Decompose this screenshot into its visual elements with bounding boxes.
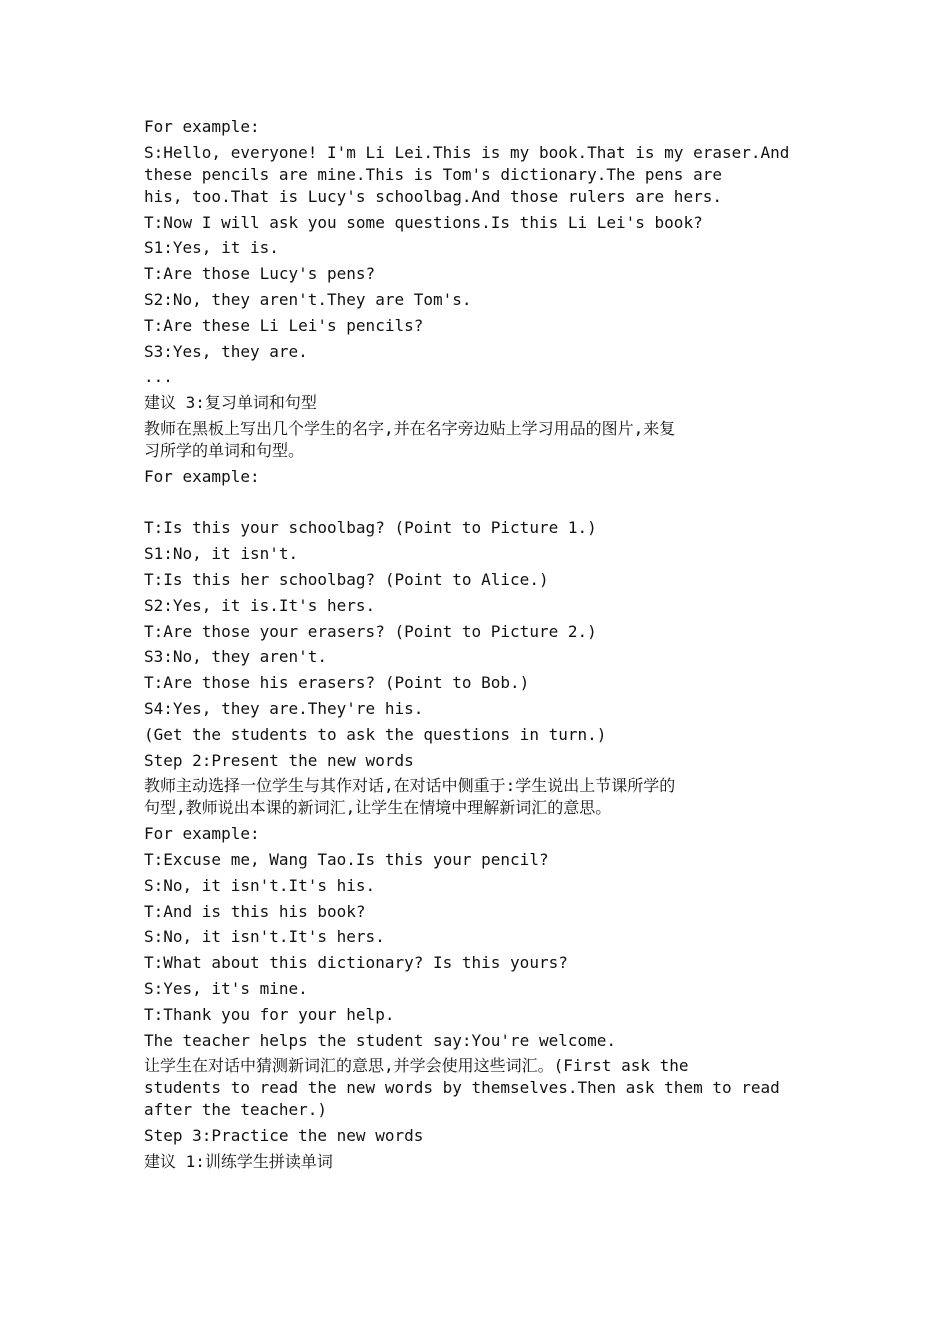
text-line: For example: bbox=[144, 117, 260, 136]
text-line: T:Are those Lucy's pens? bbox=[144, 264, 376, 284]
paragraph-line: these pencils are mine.This is Tom's dictionary.The pens are bbox=[144, 164, 722, 184]
paragraph-line: 教师在黑板上写出几个学生的名字,并在名字旁边贴上学习用品的图片,来复 bbox=[144, 418, 676, 438]
text-line: S:No, it isn't.It's hers. bbox=[144, 927, 385, 947]
paragraph-line: 让学生在对话中猜测新词汇的意思,并学会使用这些词汇。(First ask the bbox=[144, 1056, 689, 1076]
text-line: T:Thank you for your help. bbox=[144, 1004, 395, 1024]
text-line: T:Is this your schoolbag? (Point to Picture 1.) bbox=[144, 518, 597, 538]
text-paragraph bbox=[144, 1055, 804, 1121]
text-line: S:No, it isn't.It's his. bbox=[144, 875, 376, 895]
paragraph-line: after the teacher.) bbox=[144, 1100, 328, 1120]
text-line: S2:Yes, it is.It's hers. bbox=[144, 595, 376, 615]
text-line: T:Is this her schoolbag? (Point to Alice.) bbox=[144, 569, 549, 589]
text-line: T:Are those your erasers? (Point to Picture 2.) bbox=[144, 621, 597, 641]
text-line: S:Yes, it's mine. bbox=[144, 978, 308, 998]
text-paragraph bbox=[144, 418, 804, 462]
text-line: The teacher helps the student say:You're welcome. bbox=[144, 1030, 617, 1050]
section-heading: 建议 1:训练学生拼读单词 bbox=[144, 1151, 333, 1171]
text-line: T:Now I will ask you some questions.Is this Li Lei's book? bbox=[144, 212, 703, 232]
text-line: S1:No, it isn't. bbox=[144, 544, 299, 564]
text-line: T:Excuse me, Wang Tao.Is this your pencil? bbox=[144, 849, 549, 869]
section-heading: Step 3:Practice the new words bbox=[144, 1126, 424, 1146]
text-line: S2:No, they aren't.They are Tom's. bbox=[144, 289, 472, 309]
text-line: T:Are those his erasers? (Point to Bob.) bbox=[144, 673, 530, 693]
paragraph-line: 句型,教师说出本课的新词汇,让学生在情境中理解新词汇的意思。 bbox=[144, 798, 612, 818]
paragraph-line: students to read the new words by themselves.Then ask them to read bbox=[144, 1078, 780, 1098]
text-line: S1:Yes, it is. bbox=[144, 238, 279, 258]
text-line: ... bbox=[144, 367, 173, 387]
paragraph-line: 习所学的单词和句型。 bbox=[144, 440, 305, 460]
text-paragraph bbox=[144, 142, 804, 208]
paragraph-line: his, too.That is Lucy's schoolbag.And those rulers are hers. bbox=[144, 186, 722, 206]
text-line: T:And is this his book? bbox=[144, 901, 366, 921]
text-line: S3:Yes, they are. bbox=[144, 341, 308, 361]
section-heading: 建议 3:复习单词和句型 bbox=[144, 393, 317, 413]
text-line: S3:No, they aren't. bbox=[144, 647, 328, 667]
text-line: T:Are these Li Lei's pencils? bbox=[144, 315, 424, 335]
text-line: For example: bbox=[144, 824, 260, 844]
text-line: S4:Yes, they are.They're his. bbox=[144, 698, 424, 718]
paragraph-line: S:Hello, everyone! I'm Li Lei.This is my book.That is my eraser.And bbox=[144, 142, 790, 162]
paragraph-line: 教师主动选择一位学生与其作对话,在对话中侧重于:学生说出上节课所学的 bbox=[144, 776, 676, 796]
blank-line bbox=[144, 492, 804, 514]
document-page bbox=[144, 116, 804, 1177]
section-heading: Step 2:Present the new words bbox=[144, 750, 414, 770]
text-line: For example: bbox=[144, 466, 260, 486]
text-line: T:What about this dictionary? Is this yours? bbox=[144, 953, 568, 973]
text-line: (Get the students to ask the questions in turn.) bbox=[144, 724, 607, 744]
text-paragraph bbox=[144, 775, 804, 819]
